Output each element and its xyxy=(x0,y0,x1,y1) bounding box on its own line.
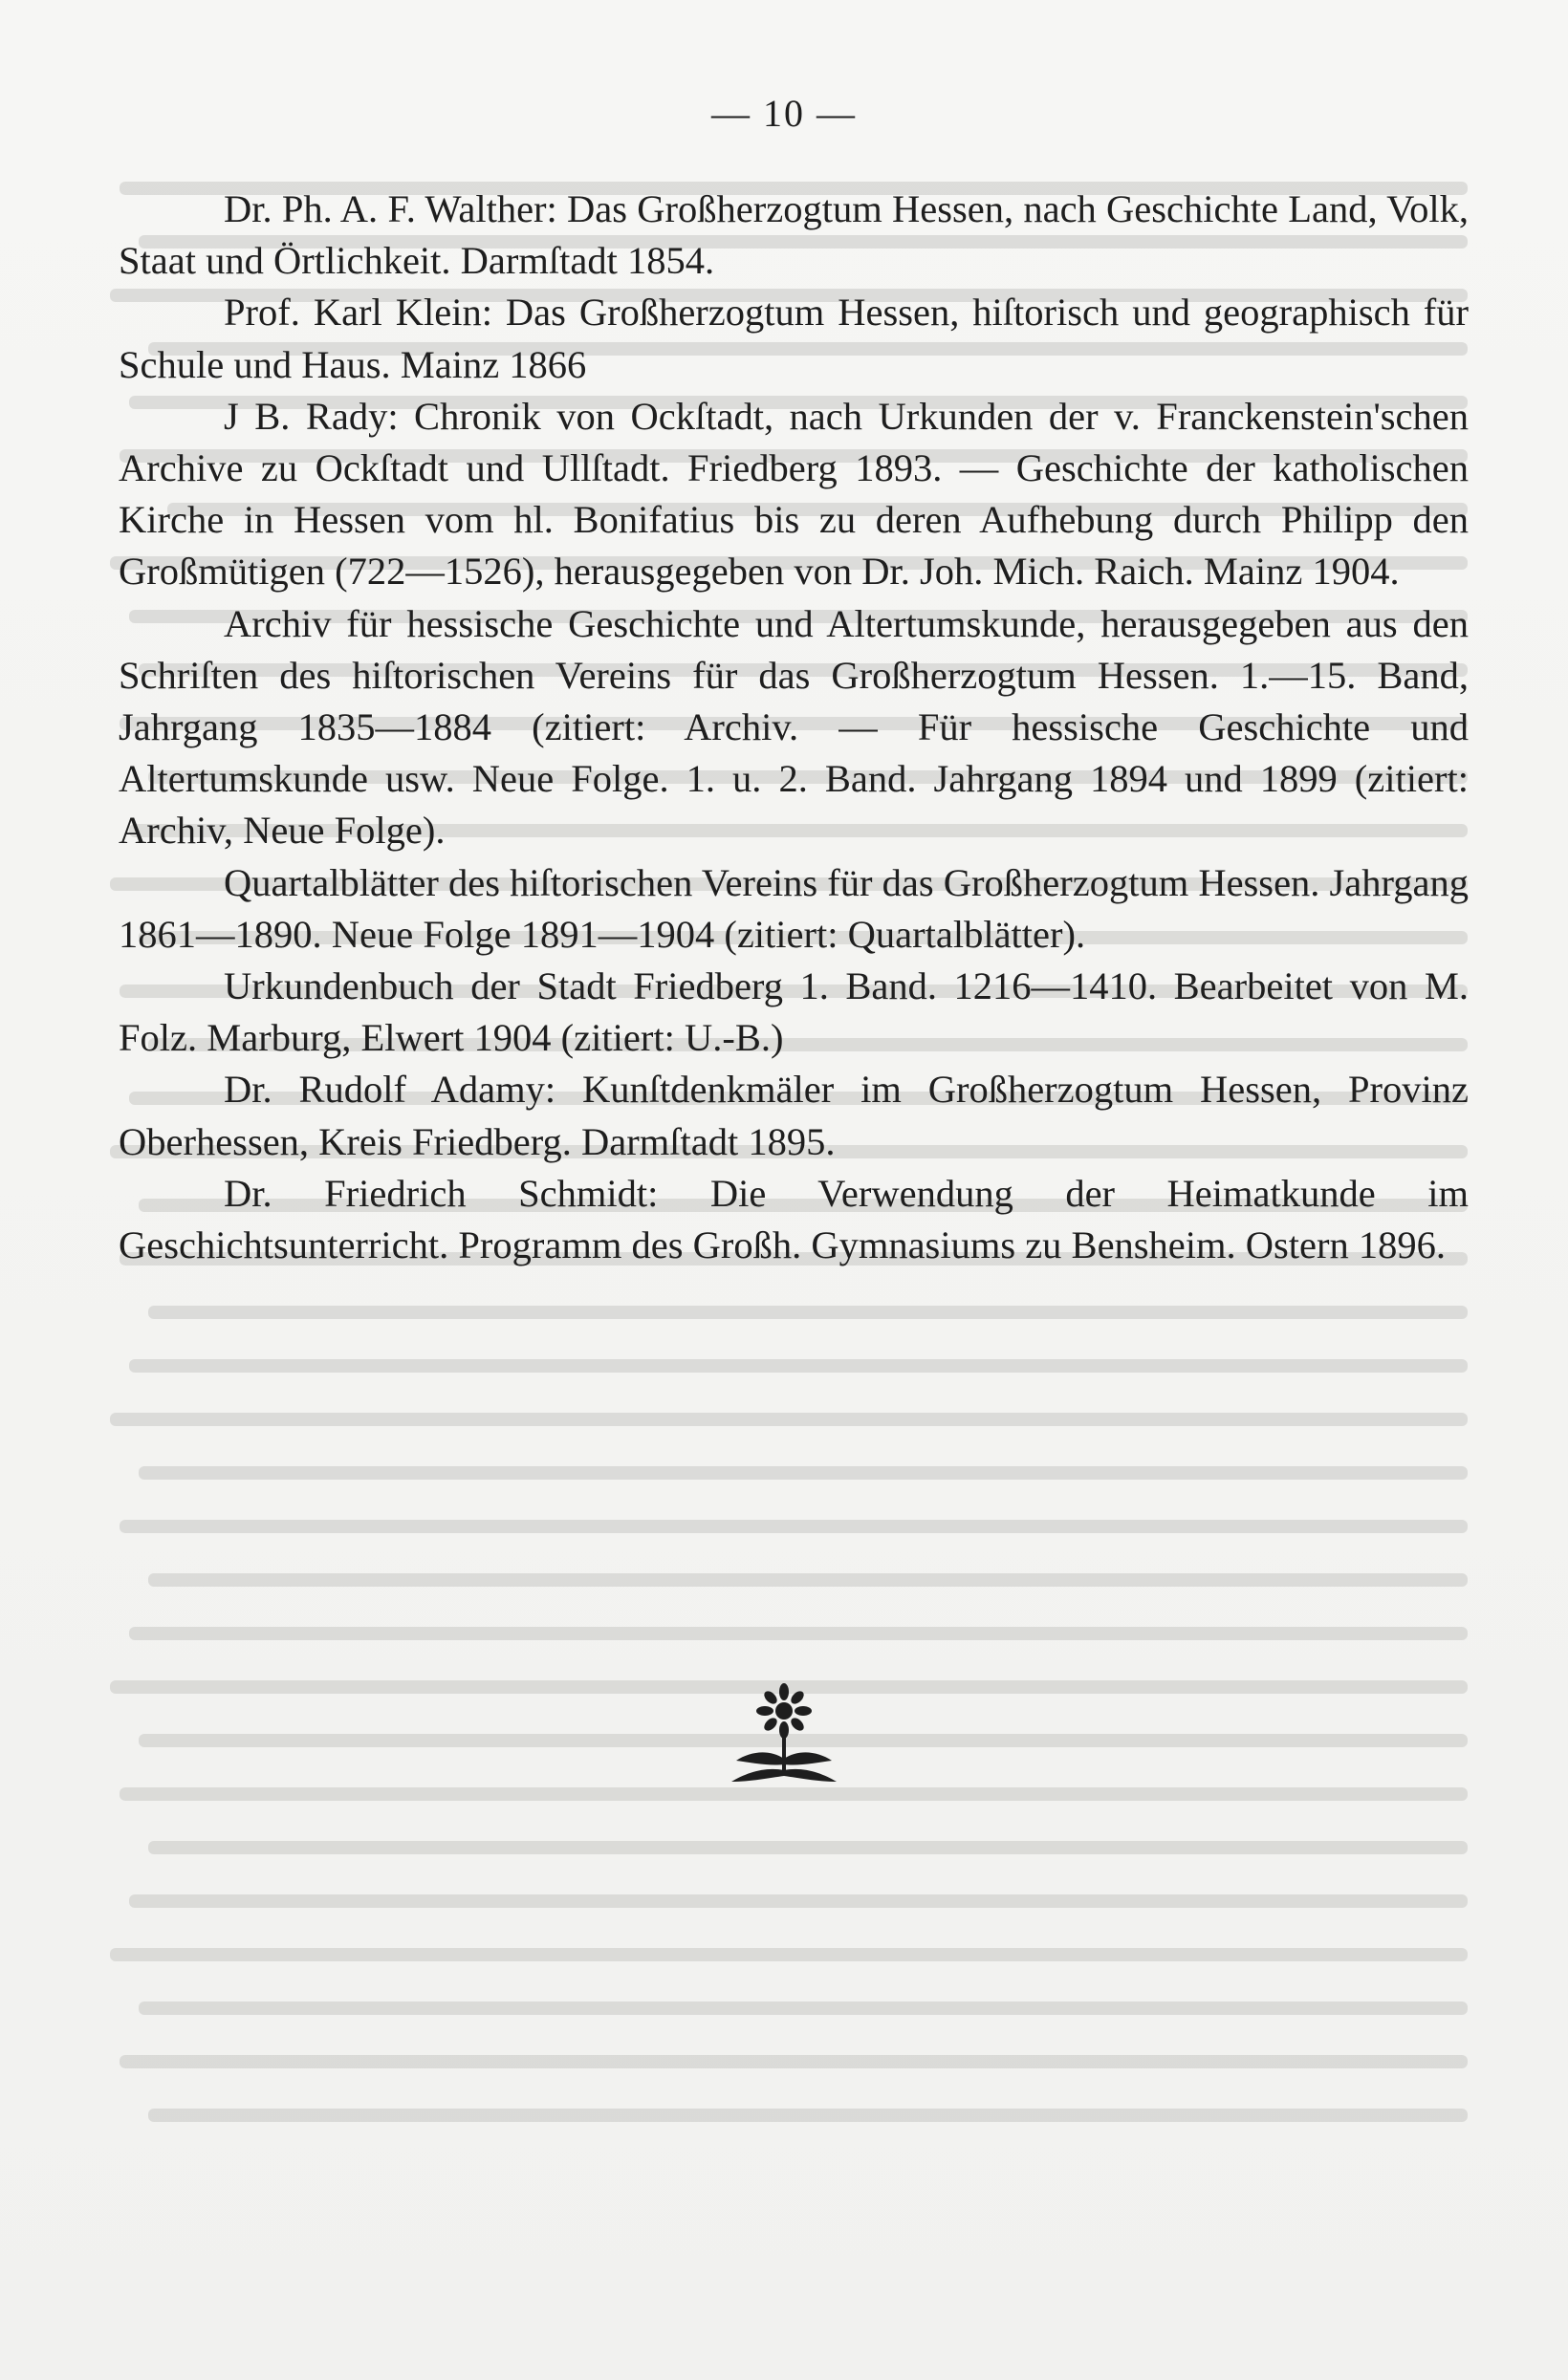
bibliography-entry: Prof. Karl Klein: Das Großherzogtum Hessen, hiſtorisch und geographisch für Schule und Haus. Mainz 1866 xyxy=(119,291,1469,386)
bibliography-entry: Dr. Ph. A. F. Walther: Das Großherzogtum Hessen, nach Geschichte Land, Volk, Staat und Örtlichkeit. Darmſtadt 1854. xyxy=(119,187,1469,283)
bibliography-entry: Quartalblätter des hiſtorischen Vereins für das Großherzogtum Hessen. Jahrgang 1861—1890. Neue Folge 1891—1904 (zitiert: Quartalblätter). xyxy=(119,860,1470,956)
flower-ornament-icon xyxy=(727,1682,841,1787)
bibliography-entry: Dr. Friedrich Schmidt: Die Verwendung der Heimatkunde im Geschichtsunterricht. Programm des Großh. Gymnasiums zu Bensheim. Ostern 1896. xyxy=(119,1171,1469,1267)
bibliography-entry: Urkundenbuch der Stadt Friedberg 1. Band. 1216—1410. Bearbeitet von M. Folz. Marburg, Elwert 1904 (zitiert: U.-B.) xyxy=(119,964,1469,1060)
page-number: — 10 — xyxy=(711,92,857,135)
bibliography-entry: Dr. Rudolf Adamy: Kunſtdenkmäler im Großherzogtum Hessen, Provinz Oberhessen, Kreis Friedberg. Darmſtadt 1895. xyxy=(119,1068,1469,1163)
bibliography-entry: Archiv für hessische Geschichte und Altertumskunde, herausgegeben aus den Schriſten des hiſtorischen Vereins für das Großherzogtum Hessen. 1.—15. Band, Jahrgang 1835—1884 (zitiert: Archiv. — Für hessische Geschichte und Altertumskunde usw. Neue Folge. 1. u. 2. Band. Jahrgang 1894 und 1899 (zitiert: Archiv, Neue Folge). xyxy=(119,601,1469,853)
bibliography-text xyxy=(119,184,1469,1271)
bibliography-entry: J B. Rady: Chronik von Ockſtadt, nach Urkunden der v. Franckenstein'schen Archive zu Ockſtadt und Ullſtadt. Friedberg 1893. — Geschichte der katholischen Kirche in Hessen vom hl. Bonifatius bis zu deren Aufhebung durch Philipp den Großmütigen (722—1526), herausgegeben von Dr. Joh. Mich. Raich. Mainz 1904. xyxy=(119,394,1469,594)
